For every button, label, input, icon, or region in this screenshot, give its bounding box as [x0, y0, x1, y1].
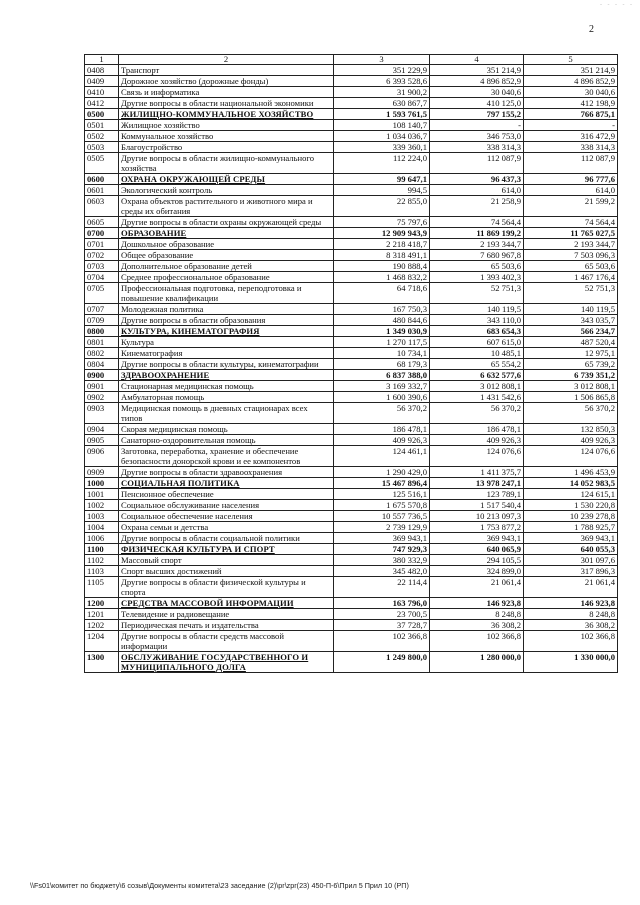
- cell-value-3: 31 900,2: [334, 87, 430, 98]
- cell-value-4: 123 789,1: [430, 489, 524, 500]
- cell-name: Другие вопросы в области средств массовой информации: [119, 631, 334, 652]
- cell-value-4: 10 485,1: [430, 348, 524, 359]
- table-row: [85, 131, 618, 142]
- cell-value-4: 96 437,3: [430, 174, 524, 185]
- cell-value-3: 10 734,1: [334, 348, 430, 359]
- cell-value-4: 2 193 344,7: [430, 239, 524, 250]
- cell-value-5: 338 314,3: [524, 142, 618, 153]
- cell-name: СОЦИАЛЬНАЯ ПОЛИТИКА: [119, 478, 334, 489]
- section-row: [85, 228, 618, 239]
- cell-value-4: 10 213 097,3: [430, 511, 524, 522]
- cell-value-3: 6 837 388,0: [334, 370, 430, 381]
- cell-name: Благоустройство: [119, 142, 334, 153]
- cell-name: Дорожное хозяйство (дорожные фонды): [119, 76, 334, 87]
- cell-value-3: 108 140,7: [334, 120, 430, 131]
- page-number: 2: [589, 24, 594, 35]
- cell-code: 1105: [85, 577, 119, 598]
- cell-code: 1006: [85, 533, 119, 544]
- cell-value-3: 186 478,1: [334, 424, 430, 435]
- table-row: [85, 283, 618, 304]
- section-row: [85, 598, 618, 609]
- cell-code: 1001: [85, 489, 119, 500]
- cell-name: Другие вопросы в области национальной экономики: [119, 98, 334, 109]
- cell-name: ОХРАНА ОКРУЖАЮЩЕЙ СРЕДЫ: [119, 174, 334, 185]
- cell-value-4: 186 478,1: [430, 424, 524, 435]
- cell-code: 0501: [85, 120, 119, 131]
- cell-value-5: 10 239 278,8: [524, 511, 618, 522]
- cell-code: 0702: [85, 250, 119, 261]
- table-row: [85, 522, 618, 533]
- cell-name: Культура: [119, 337, 334, 348]
- col-header-2: 2: [119, 55, 334, 65]
- cell-code: 0802: [85, 348, 119, 359]
- cell-code: 0603: [85, 196, 119, 217]
- cell-value-3: 1 600 390,6: [334, 392, 430, 403]
- cell-value-5: 1 506 865,8: [524, 392, 618, 403]
- cell-code: 0705: [85, 283, 119, 304]
- table-row: [85, 446, 618, 467]
- cell-value-3: 124 461,1: [334, 446, 430, 467]
- cell-value-5: 3 012 808,1: [524, 381, 618, 392]
- cell-name: Связь и информатика: [119, 87, 334, 98]
- cell-value-3: 2 218 418,7: [334, 239, 430, 250]
- cell-name: ФИЗИЧЕСКАЯ КУЛЬТУРА И СПОРТ: [119, 544, 334, 555]
- cell-value-5: 11 765 027,5: [524, 228, 618, 239]
- header-row: [85, 55, 618, 65]
- cell-code: 1200: [85, 598, 119, 609]
- table-row: [85, 392, 618, 403]
- cell-value-3: 630 867,7: [334, 98, 430, 109]
- cell-value-5: 146 923,8: [524, 598, 618, 609]
- cell-name: Дошкольное образование: [119, 239, 334, 250]
- cell-value-4: 1 517 540,4: [430, 500, 524, 511]
- cell-code: 1004: [85, 522, 119, 533]
- cell-name: Молодежная политика: [119, 304, 334, 315]
- table-row: [85, 435, 618, 446]
- table-row: [85, 196, 618, 217]
- table-row: [85, 98, 618, 109]
- table-row: [85, 359, 618, 370]
- cell-value-5: 65 503,6: [524, 261, 618, 272]
- budget-table: [84, 54, 618, 673]
- cell-value-4: 13 978 247,1: [430, 478, 524, 489]
- cell-value-3: 68 179,3: [334, 359, 430, 370]
- cell-name: ЗДРАВООХРАНЕНИЕ: [119, 370, 334, 381]
- cell-value-3: 1 034 036,7: [334, 131, 430, 142]
- cell-name: Массовый спорт: [119, 555, 334, 566]
- cell-code: 1300: [85, 652, 119, 673]
- cell-value-4: 74 564,4: [430, 217, 524, 228]
- cell-value-5: 12 975,1: [524, 348, 618, 359]
- cell-code: 1204: [85, 631, 119, 652]
- table-row: [85, 120, 618, 131]
- cell-value-4: 1 753 877,2: [430, 522, 524, 533]
- cell-value-4: 607 615,0: [430, 337, 524, 348]
- cell-code: 0904: [85, 424, 119, 435]
- cell-name: КУЛЬТУРА, КИНЕМАТОГРАФИЯ: [119, 326, 334, 337]
- cell-code: 0500: [85, 109, 119, 120]
- cell-value-5: 140 119,5: [524, 304, 618, 315]
- table-body: [85, 65, 618, 673]
- table-row: [85, 153, 618, 174]
- cell-value-3: 10 557 736,5: [334, 511, 430, 522]
- section-row: [85, 370, 618, 381]
- cell-value-4: 797 155,2: [430, 109, 524, 120]
- cell-name: Социальное обеспечение населения: [119, 511, 334, 522]
- table-row: [85, 631, 618, 652]
- cell-code: 0410: [85, 87, 119, 98]
- cell-value-4: 338 314,3: [430, 142, 524, 153]
- cell-value-4: 8 248,8: [430, 609, 524, 620]
- cell-name: Транспорт: [119, 65, 334, 76]
- cell-value-4: 351 214,9: [430, 65, 524, 76]
- table-row: [85, 261, 618, 272]
- cell-code: 0412: [85, 98, 119, 109]
- cell-name: Коммунальное хозяйство: [119, 131, 334, 142]
- cell-value-4: 614,0: [430, 185, 524, 196]
- cell-name: Другие вопросы в области здравоохранения: [119, 467, 334, 478]
- table-row: [85, 337, 618, 348]
- cell-value-4: 410 125,0: [430, 98, 524, 109]
- file-path-footer: \\Fs01\комитет по бюджету\6 созыв\Документы комитета\23 заседание (2)\pr\zpr(23) 450-П-6\Прил 5 Прил 10 (РП): [30, 881, 409, 890]
- cell-name: Амбулаторная помощь: [119, 392, 334, 403]
- cell-value-5: 1 530 220,8: [524, 500, 618, 511]
- table-row: [85, 217, 618, 228]
- cell-code: 0408: [85, 65, 119, 76]
- cell-value-3: 8 318 491,1: [334, 250, 430, 261]
- cell-value-4: 7 680 967,8: [430, 250, 524, 261]
- cell-value-3: 747 929,3: [334, 544, 430, 555]
- cell-value-5: 102 366,8: [524, 631, 618, 652]
- cell-code: 0905: [85, 435, 119, 446]
- table-row: [85, 272, 618, 283]
- cell-code: 1201: [85, 609, 119, 620]
- cell-value-3: 190 888,4: [334, 261, 430, 272]
- cell-name: Среднее профессиональное образование: [119, 272, 334, 283]
- cell-value-4: 324 899,0: [430, 566, 524, 577]
- cell-value-5: 766 875,1: [524, 109, 618, 120]
- cell-code: 1000: [85, 478, 119, 489]
- cell-value-4: -: [430, 120, 524, 131]
- cell-value-4: 640 065,9: [430, 544, 524, 555]
- table-row: [85, 500, 618, 511]
- cell-value-3: 163 796,0: [334, 598, 430, 609]
- cell-value-3: 56 370,2: [334, 403, 430, 424]
- cell-code: 0505: [85, 153, 119, 174]
- cell-value-5: 1 330 000,0: [524, 652, 618, 673]
- cell-value-3: 37 728,7: [334, 620, 430, 631]
- cell-code: 0703: [85, 261, 119, 272]
- cell-value-4: 112 087,9: [430, 153, 524, 174]
- cell-code: 0704: [85, 272, 119, 283]
- cell-name: СРЕДСТВА МАССОВОЙ ИНФОРМАЦИИ: [119, 598, 334, 609]
- cell-code: 0709: [85, 315, 119, 326]
- cell-value-4: 1 431 542,6: [430, 392, 524, 403]
- table-row: [85, 185, 618, 196]
- cell-value-4: 21 061,4: [430, 577, 524, 598]
- cell-value-3: 112 224,0: [334, 153, 430, 174]
- cell-code: 0502: [85, 131, 119, 142]
- cell-value-5: 124 076,6: [524, 446, 618, 467]
- cell-value-5: 112 087,9: [524, 153, 618, 174]
- cell-value-3: 22 114,4: [334, 577, 430, 598]
- cell-name: Экологический контроль: [119, 185, 334, 196]
- cell-value-4: 6 632 577,6: [430, 370, 524, 381]
- cell-value-4: 102 366,8: [430, 631, 524, 652]
- cell-name: Другие вопросы в области социальной политики: [119, 533, 334, 544]
- cell-value-5: 7 503 096,3: [524, 250, 618, 261]
- section-row: [85, 652, 618, 673]
- cell-value-3: 1 290 429,0: [334, 467, 430, 478]
- cell-name: Стационарная медицинская помощь: [119, 381, 334, 392]
- cell-value-3: 102 366,8: [334, 631, 430, 652]
- section-row: [85, 109, 618, 120]
- cell-value-4: 369 943,1: [430, 533, 524, 544]
- cell-name: Кинематография: [119, 348, 334, 359]
- table-row: [85, 76, 618, 87]
- table-row: [85, 250, 618, 261]
- cell-value-4: 146 923,8: [430, 598, 524, 609]
- cell-value-3: 351 229,9: [334, 65, 430, 76]
- cell-code: 0600: [85, 174, 119, 185]
- cell-value-4: 56 370,2: [430, 403, 524, 424]
- cell-name: Заготовка, переработка, хранение и обеспечение безопасности донорской крови и ее компонентов: [119, 446, 334, 467]
- cell-code: 1102: [85, 555, 119, 566]
- col-header-5: 5: [524, 55, 618, 65]
- cell-value-3: 15 467 896,4: [334, 478, 430, 489]
- table-row: [85, 566, 618, 577]
- cell-value-3: 1 270 117,5: [334, 337, 430, 348]
- cell-code: 1003: [85, 511, 119, 522]
- cell-value-4: 21 258,9: [430, 196, 524, 217]
- cell-value-4: 294 105,5: [430, 555, 524, 566]
- cell-value-4: 1 411 375,7: [430, 467, 524, 478]
- cell-value-4: 409 926,3: [430, 435, 524, 446]
- cell-value-5: 4 896 852,9: [524, 76, 618, 87]
- cell-value-4: 124 076,6: [430, 446, 524, 467]
- cell-name: Другие вопросы в области жилищно-коммунального хозяйства: [119, 153, 334, 174]
- table-row: [85, 489, 618, 500]
- cell-name: Социальное обслуживание населения: [119, 500, 334, 511]
- cell-code: 0900: [85, 370, 119, 381]
- cell-value-3: 23 700,5: [334, 609, 430, 620]
- cell-value-4: 346 753,0: [430, 131, 524, 142]
- cell-value-3: 1 249 800,0: [334, 652, 430, 673]
- cell-value-4: 343 110,0: [430, 315, 524, 326]
- cell-code: 0901: [85, 381, 119, 392]
- cell-value-4: 1 280 000,0: [430, 652, 524, 673]
- cell-name: Медицинская помощь в дневных стационарах всех типов: [119, 403, 334, 424]
- cell-value-3: 6 393 528,6: [334, 76, 430, 87]
- cell-code: 0701: [85, 239, 119, 250]
- table-row: [85, 533, 618, 544]
- cell-code: 0903: [85, 403, 119, 424]
- cell-value-3: 3 169 332,7: [334, 381, 430, 392]
- cell-value-5: 52 751,3: [524, 283, 618, 304]
- cell-value-5: 132 850,3: [524, 424, 618, 435]
- cell-value-5: 301 097,6: [524, 555, 618, 566]
- cell-value-4: 65 554,2: [430, 359, 524, 370]
- cell-value-5: -: [524, 120, 618, 131]
- cell-value-5: 2 193 344,7: [524, 239, 618, 250]
- cell-code: 0707: [85, 304, 119, 315]
- cell-value-4: 4 896 852,9: [430, 76, 524, 87]
- cell-code: 0409: [85, 76, 119, 87]
- cell-code: 0800: [85, 326, 119, 337]
- cell-value-5: 566 234,7: [524, 326, 618, 337]
- table-row: [85, 381, 618, 392]
- table-row: [85, 348, 618, 359]
- cell-value-5: 21 599,2: [524, 196, 618, 217]
- cell-value-5: 1 788 925,7: [524, 522, 618, 533]
- table-row: [85, 239, 618, 250]
- cell-name: Телевидение и радиовещание: [119, 609, 334, 620]
- cell-value-5: 21 061,4: [524, 577, 618, 598]
- table-row: [85, 304, 618, 315]
- cell-name: Профессиональная подготовка, переподготовка и повышение квалификации: [119, 283, 334, 304]
- cell-name: Охрана объектов растительного и животного мира и среды их обитания: [119, 196, 334, 217]
- section-row: [85, 174, 618, 185]
- cell-value-4: 36 308,2: [430, 620, 524, 631]
- cell-code: 1002: [85, 500, 119, 511]
- col-header-1: 1: [85, 55, 119, 65]
- cell-code: 1100: [85, 544, 119, 555]
- cell-name: Другие вопросы в области охраны окружающей среды: [119, 217, 334, 228]
- cell-code: 0902: [85, 392, 119, 403]
- cell-name: Другие вопросы в области образования: [119, 315, 334, 326]
- section-row: [85, 326, 618, 337]
- cell-name: Периодическая печать и издательства: [119, 620, 334, 631]
- table-row: [85, 65, 618, 76]
- cell-value-5: 56 370,2: [524, 403, 618, 424]
- cell-value-3: 1 349 030,9: [334, 326, 430, 337]
- cell-code: 0906: [85, 446, 119, 467]
- cell-code: 1202: [85, 620, 119, 631]
- cell-value-4: 3 012 808,1: [430, 381, 524, 392]
- table-row: [85, 315, 618, 326]
- cell-code: 0503: [85, 142, 119, 153]
- cell-name: ОБСЛУЖИВАНИЕ ГОСУДАРСТВЕННОГО И МУНИЦИПАЛЬНОГО ДОЛГА: [119, 652, 334, 673]
- cell-value-3: 1 468 832,2: [334, 272, 430, 283]
- col-header-3: 3: [334, 55, 430, 65]
- cell-value-5: 351 214,9: [524, 65, 618, 76]
- table-row: [85, 577, 618, 598]
- cell-name: ОБРАЗОВАНИЕ: [119, 228, 334, 239]
- cell-value-5: 316 472,9: [524, 131, 618, 142]
- cell-value-5: 1 496 453,9: [524, 467, 618, 478]
- cell-name: Общее образование: [119, 250, 334, 261]
- cell-name: Санаторно-оздоровительная помощь: [119, 435, 334, 446]
- cell-value-3: 1 675 570,8: [334, 500, 430, 511]
- table-row: [85, 620, 618, 631]
- cell-value-5: 30 040,6: [524, 87, 618, 98]
- cell-value-5: 36 308,2: [524, 620, 618, 631]
- cell-name: Другие вопросы в области культуры, кинематографии: [119, 359, 334, 370]
- cell-code: 0601: [85, 185, 119, 196]
- table-row: [85, 142, 618, 153]
- cell-value-5: 369 943,1: [524, 533, 618, 544]
- cell-code: 0804: [85, 359, 119, 370]
- cell-name: Жилищное хозяйство: [119, 120, 334, 131]
- cell-value-5: 6 739 351,2: [524, 370, 618, 381]
- cell-value-3: 75 797,6: [334, 217, 430, 228]
- cell-code: 0700: [85, 228, 119, 239]
- table-row: [85, 511, 618, 522]
- table-row: [85, 609, 618, 620]
- cell-value-5: 124 615,1: [524, 489, 618, 500]
- cell-value-3: 480 844,6: [334, 315, 430, 326]
- cell-value-3: 22 855,0: [334, 196, 430, 217]
- cell-value-5: 8 248,8: [524, 609, 618, 620]
- table-row: [85, 467, 618, 478]
- cell-value-4: 683 654,3: [430, 326, 524, 337]
- cell-value-3: 64 718,6: [334, 283, 430, 304]
- cell-code: 0801: [85, 337, 119, 348]
- cell-value-3: 380 332,9: [334, 555, 430, 566]
- cell-name: Скорая медицинская помощь: [119, 424, 334, 435]
- cell-value-3: 994,5: [334, 185, 430, 196]
- cell-name: Спорт высших достижений: [119, 566, 334, 577]
- cell-code: 0605: [85, 217, 119, 228]
- cell-value-5: 74 564,4: [524, 217, 618, 228]
- cell-value-5: 14 052 983,5: [524, 478, 618, 489]
- cell-value-4: 140 119,5: [430, 304, 524, 315]
- cell-name: Дополнительное образование детей: [119, 261, 334, 272]
- cell-value-5: 409 926,3: [524, 435, 618, 446]
- cell-value-3: 125 516,1: [334, 489, 430, 500]
- table-row: [85, 424, 618, 435]
- cell-value-3: 345 482,0: [334, 566, 430, 577]
- cell-name: Пенсионное обеспечение: [119, 489, 334, 500]
- cell-value-4: 1 393 402,3: [430, 272, 524, 283]
- cell-value-5: 487 520,4: [524, 337, 618, 348]
- cell-name: Охрана семьи и детства: [119, 522, 334, 533]
- cell-value-3: 12 909 943,9: [334, 228, 430, 239]
- cell-value-5: 96 777,6: [524, 174, 618, 185]
- cell-value-5: 1 467 176,4: [524, 272, 618, 283]
- cell-code: 0909: [85, 467, 119, 478]
- cell-value-4: 65 503,6: [430, 261, 524, 272]
- cell-value-5: 614,0: [524, 185, 618, 196]
- cell-value-4: 11 869 199,2: [430, 228, 524, 239]
- cell-value-3: 2 739 129,9: [334, 522, 430, 533]
- table-row: [85, 403, 618, 424]
- cell-value-3: 1 593 761,5: [334, 109, 430, 120]
- cell-value-5: 412 198,9: [524, 98, 618, 109]
- section-row: [85, 544, 618, 555]
- cell-name: Другие вопросы в области физической культуры и спорта: [119, 577, 334, 598]
- cell-value-3: 99 647,1: [334, 174, 430, 185]
- table-row: [85, 87, 618, 98]
- cell-value-5: 343 035,7: [524, 315, 618, 326]
- cell-code: 1103: [85, 566, 119, 577]
- cell-name: ЖИЛИЩНО-КОММУНАЛЬНОЕ ХОЗЯЙСТВО: [119, 109, 334, 120]
- cell-value-5: 640 055,3: [524, 544, 618, 555]
- scan-artifact: - - - - -: [600, 2, 634, 8]
- cell-value-4: 30 040,6: [430, 87, 524, 98]
- cell-value-5: 65 739,2: [524, 359, 618, 370]
- cell-value-3: 369 943,1: [334, 533, 430, 544]
- cell-value-3: 339 360,1: [334, 142, 430, 153]
- cell-value-5: 317 896,3: [524, 566, 618, 577]
- section-row: [85, 478, 618, 489]
- col-header-4: 4: [430, 55, 524, 65]
- table-row: [85, 555, 618, 566]
- cell-value-3: 409 926,3: [334, 435, 430, 446]
- cell-value-3: 167 750,3: [334, 304, 430, 315]
- cell-value-4: 52 751,3: [430, 283, 524, 304]
